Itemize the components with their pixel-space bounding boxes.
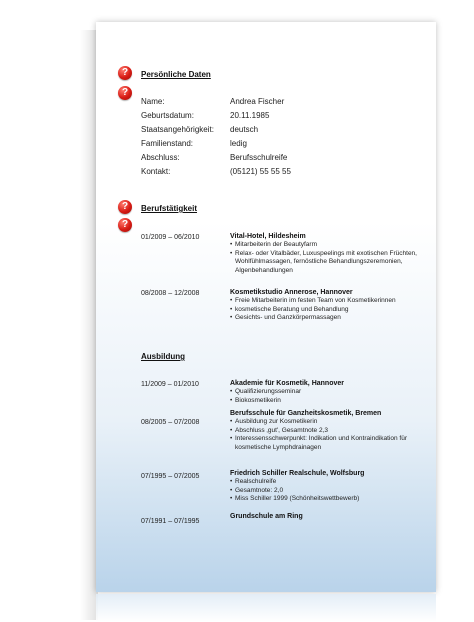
personal-value: Berufsschulreife [230,153,288,162]
career-entry-title: Kosmetikstudio Annerose, Hannover [230,289,353,296]
list-item: • Biokosmetikerin [230,397,430,406]
career-period: 01/2009 – 06/2010 [141,234,200,241]
education-entry-title: Grundschule am Ring [230,513,303,520]
list-item: • Relax- oder Vitalbäder, Luxuspeelings mit exotischen Früchten, Wohlfühlmassagen, fernöstliche Behandlungszeremonien, Algenbehandlungen [230,250,430,276]
education-period: 07/1991 – 07/1995 [141,518,200,525]
section-heading-career: Berufstätigkeit [141,204,198,213]
personal-label: Name: [141,97,165,106]
list-item: • Abschluss ‚gut', Gesamtnote 2,3 [230,427,430,436]
help-marker-icon[interactable]: ? [118,66,132,80]
career-entry [230,233,430,275]
personal-value: Andrea Fischer [230,97,285,106]
personal-value: 20.11.1985 [230,111,270,120]
list-item: • Gesamtnote: 2,0 [230,487,430,496]
list-item: • Mitarbeiterin der Beautyfarm [230,241,430,250]
education-entry [230,410,430,452]
personal-value: (05121) 55 55 55 [230,167,291,176]
personal-label: Familienstand: [141,139,194,148]
education-entry [230,513,430,521]
education-entry-title: Friedrich Schiller Realschule, Wolfsburg [230,470,365,477]
career-entry [230,289,430,323]
help-marker-icon[interactable]: ? [118,86,132,100]
page-reflection [96,594,436,622]
personal-label: Abschluss: [141,153,180,162]
education-entry [230,470,430,504]
personal-value: ledig [230,139,247,148]
education-period: 08/2005 – 07/2008 [141,419,200,426]
list-item: • Qualifizierungsseminar [230,388,430,397]
list-item: • Realschulreife [230,478,430,487]
section-heading-education: Ausbildung [141,352,185,361]
list-item: • Ausbildung zur Kosmetikerin [230,418,430,427]
education-entry [230,380,430,405]
education-entry-title: Akademie für Kosmetik, Hannover [230,380,344,387]
list-item: • Freie Mitarbeiterin im festen Team von Kosmetikerinnen [230,297,430,306]
education-period: 11/2009 – 01/2010 [141,381,199,388]
personal-label: Kontakt: [141,167,171,176]
list-item: • kosmetische Beratung und Behandlung [230,306,430,315]
section-heading-personal: Persönliche Daten [141,70,211,79]
list-item: • Gesichts- und Ganzkörpermassagen [230,314,430,323]
list-item: • Miss Schiller 1999 (Schönheitswettbewerb) [230,495,430,504]
personal-label: Staatsangehörigkeit: [141,125,214,134]
education-entry-title: Berufsschule für Ganzheitskosmetik, Bremen [230,410,382,417]
list-item: • Interessensschwerpunkt: Indikation und Kontraindikation für kosmetische Lymphdrainagen [230,435,430,452]
career-entry-title: Vital-Hotel, Hildesheim [230,233,306,240]
personal-value: deutsch [230,125,259,134]
career-period: 08/2008 – 12/2008 [141,290,200,297]
personal-label: Geburtsdatum: [141,111,194,120]
help-marker-icon[interactable]: ? [118,218,132,232]
education-period: 07/1995 – 07/2005 [141,473,200,480]
help-marker-icon[interactable]: ? [118,200,132,214]
